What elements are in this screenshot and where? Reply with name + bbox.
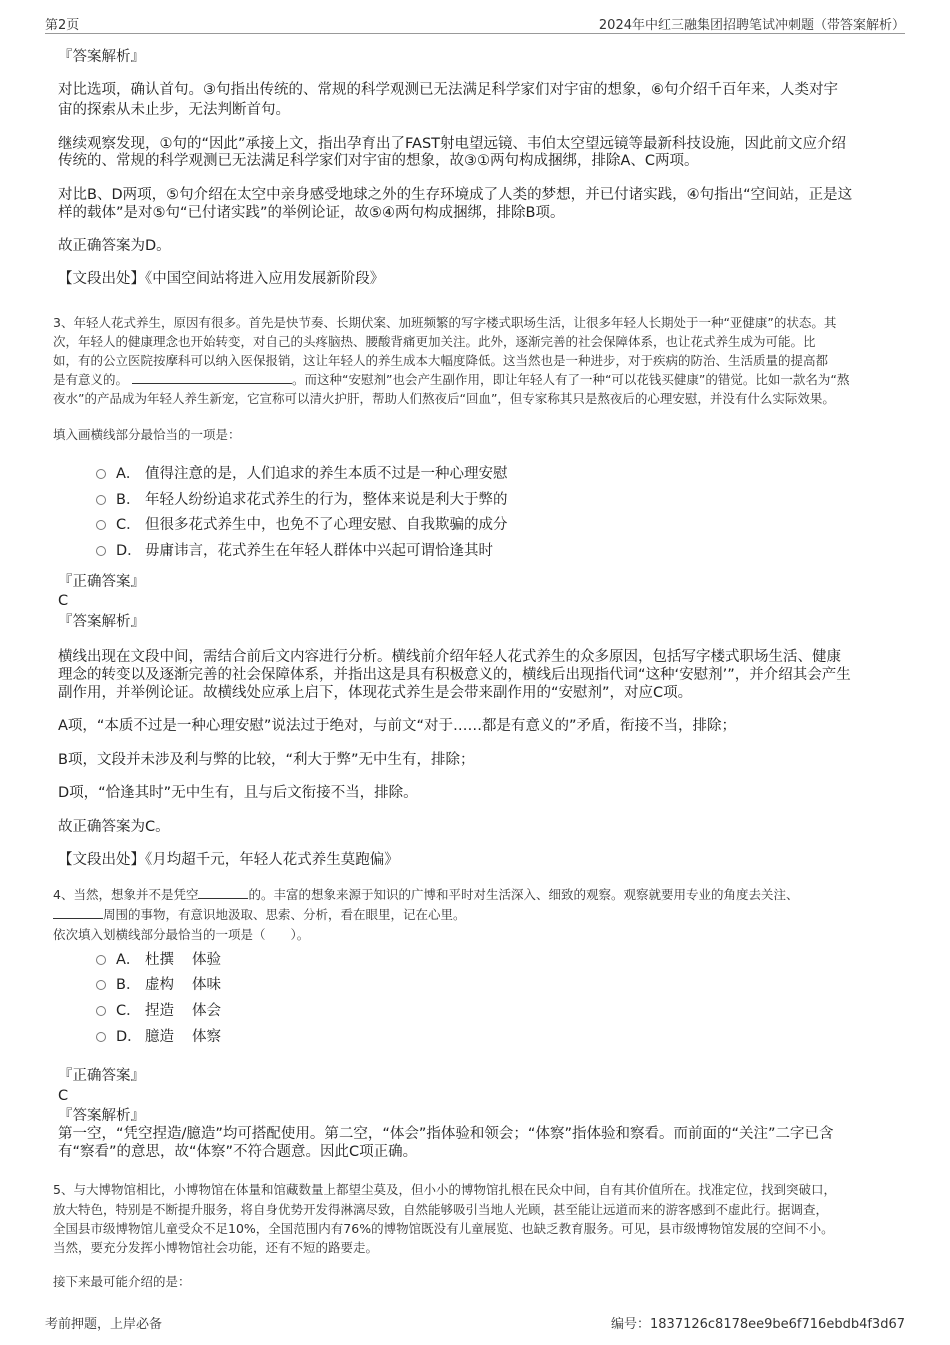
option-text: 但很多花式养生中，也免不了心理安慰、自我欺骗的成分 bbox=[145, 517, 508, 533]
option-key: A． bbox=[116, 466, 141, 482]
radio-button[interactable] bbox=[96, 955, 106, 965]
q4-option-a[interactable] bbox=[96, 947, 396, 969]
document-title: 2024年中红三融集团招聘笔试冲刺题（带答案解析） bbox=[598, 18, 905, 33]
header-divider bbox=[45, 33, 905, 34]
q3-answer: C bbox=[58, 593, 69, 609]
q3-option-d[interactable] bbox=[96, 538, 656, 560]
q2-analysis-line: 继续观察发现，①句的“因此”承接上文，指出孕育出了FAST射电望远镜、韦伯太空望远镜等最新科技设施，因此前文应介绍 bbox=[58, 136, 847, 152]
page-number: 第2页 bbox=[45, 18, 80, 33]
q4-option-b[interactable] bbox=[96, 972, 396, 994]
q3-stem-text: 。而这种“安慰剂”也会产生副作用，即让年轻人有了一种“可以花钱买健康”的错觉。比如一款名为“熬 bbox=[292, 372, 850, 387]
q4-stem-line bbox=[53, 905, 466, 924]
q4-stem-text: 周围的事物，有意识地汲取、思索、分析，看在眼里，记在心里。 bbox=[103, 907, 466, 922]
q4-analysis-label: 『答案解析』 bbox=[58, 1108, 145, 1124]
q3-stem-text: 是有意义的。 bbox=[53, 372, 129, 387]
option-key: C． bbox=[116, 1003, 141, 1019]
q3-analysis-line: 副作用，并举例论证。故横线处应承上启下，体现花式养生是会带来副作用的“安慰剂”，对应C项。 bbox=[58, 685, 693, 701]
q4-prompt: 依次填入划横线部分最恰当的一项是（ ）。 bbox=[53, 927, 310, 942]
q3-conclusion: 故正确答案为C。 bbox=[58, 819, 170, 835]
option-key: B． bbox=[116, 977, 141, 993]
q3-stem-line: 如，有的公立医院按摩科可以纳入医保报销，这让年轻人的养生成本大幅度降低。这当然也是一种进步，对于疾病的防治、生活质量的提高都 bbox=[53, 353, 829, 368]
q4-answer-label: 『正确答案』 bbox=[58, 1068, 145, 1084]
q3-analysis-a: A项，“本质不过是一种心理安慰”说法过于绝对，与前文“对于……都是有意义的”矛盾，衔接不当，排除； bbox=[58, 718, 736, 734]
q3-stem-line: 3、年轻人花式养生，原因有很多。首先是快节奏、长期伏案、加班频繁的写字楼式职场生活，让很多年轻人长期处于一种“亚健康”的状态。其 bbox=[53, 315, 837, 330]
option-key: B． bbox=[116, 492, 141, 508]
q3-source: 【文段出处】《月均超千元，年轻人花式养生莫跑偏》 bbox=[58, 852, 399, 868]
option-text: 年轻人纷纷追求花式养生的行为，整体来说是利大于弊的 bbox=[145, 492, 508, 508]
q5-prompt: 接下来最可能介绍的是： bbox=[53, 1274, 191, 1289]
radio-button[interactable] bbox=[96, 980, 106, 990]
q3-analysis-label: 『答案解析』 bbox=[58, 614, 145, 630]
option-word-2: 体会 bbox=[192, 1003, 221, 1019]
q3-analysis-line: 横线出现在文段中间，需结合前后文内容进行分析。横线前介绍年轻人花式养生的众多原因，包括写字楼式职场生活、健康 bbox=[58, 649, 841, 665]
q3-stem-line: 夜水”的产品成为年轻人养生新宠，它宣称可以清火护肝，帮助人们熬夜后“回血”，但专家称其只是熬夜后的心理安慰，并没有什么实际效果。 bbox=[53, 391, 835, 406]
q4-analysis-line: 第一空，“凭空捏造/臆造”均可搭配使用。第二空，“体会”指体验和领会；“体察”指体验和察看。而前面的“关注”二字已含 bbox=[58, 1126, 834, 1142]
q4-stem-text: 的。丰富的想象来源于知识的广博和平时对生活深入、细致的观察。观察就要用专业的角度去关注、 bbox=[248, 887, 799, 902]
q2-analysis-line: 宙的探索从未止步，无法判断首句。 bbox=[58, 102, 290, 118]
q4-option-d[interactable] bbox=[96, 1024, 396, 1046]
footer-code-label: 编号： bbox=[611, 1317, 651, 1332]
q3-analysis-line: 理念的转变以及逐渐完善的社会保障体系，并指出这是具有积极意义的，横线后出现指代词“这种‘安慰剂’”，并介绍其会产生 bbox=[58, 667, 851, 683]
option-key: A． bbox=[116, 952, 141, 968]
option-word-2: 体察 bbox=[192, 1029, 221, 1045]
q2-source: 【文段出处】《中国空间站将进入应用发展新阶段》 bbox=[58, 271, 385, 287]
option-word-2: 体验 bbox=[192, 952, 221, 968]
q3-option-b[interactable] bbox=[96, 487, 656, 509]
radio-button[interactable] bbox=[96, 546, 106, 556]
option-word-1: 杜撰 bbox=[145, 952, 174, 968]
q2-analysis-line: 对比选项，确认首句。③句指出传统的、常规的科学观测已无法满足科学家们对宇宙的想象，⑥句介绍千百年来，人类对宇 bbox=[58, 82, 838, 98]
option-word-1: 臆造 bbox=[145, 1029, 174, 1045]
q3-analysis-b: B项，文段并未涉及利与弊的比较，“利大于弊”无中生有，排除； bbox=[58, 752, 475, 768]
q5-stem-line: 5、与大博物馆相比，小博物馆在体量和馆藏数量上都望尘莫及，但小小的博物馆扎根在民众中间，自有其价值所在。找准定位，找到突破口， bbox=[53, 1182, 836, 1197]
option-text: 值得注意的是，人们追求的养生本质不过是一种心理安慰 bbox=[145, 466, 508, 482]
q5-stem-line: 放大特色，特别是不断提升服务，将自身优势开发得淋漓尽致，自然能够吸引当地人光顾，甚至能让远道而来的游客感到不虚此行。据调查， bbox=[53, 1202, 829, 1217]
q3-stem-line bbox=[53, 370, 849, 389]
q5-stem-line: 当然，要充分发挥小博物馆社会功能，还有不短的路要走。 bbox=[53, 1240, 379, 1255]
q3-option-a[interactable] bbox=[96, 461, 656, 483]
q3-answer-label: 『正确答案』 bbox=[58, 574, 145, 590]
option-key: C． bbox=[116, 517, 141, 533]
q4-analysis-line: 有“察看”的意思，故“体察”不符合题意。因此C项正确。 bbox=[58, 1144, 418, 1160]
radio-button[interactable] bbox=[96, 520, 106, 530]
q3-option-c[interactable] bbox=[96, 512, 656, 534]
radio-button[interactable] bbox=[96, 1006, 106, 1016]
footer-slogan: 考前押题，上岸必备 bbox=[45, 1317, 163, 1332]
q5-stem-line: 全国县市级博物馆儿童受众不足10%，全国范围内有76%的博物馆既没有儿童展览、也缺乏教育服务。可见，县市级博物馆发展的空间不小。 bbox=[53, 1221, 834, 1236]
q4-answer: C bbox=[58, 1088, 69, 1104]
q2-analysis-label: 『答案解析』 bbox=[58, 49, 145, 65]
fill-blank bbox=[198, 886, 248, 899]
radio-button[interactable] bbox=[96, 1032, 106, 1042]
footer-code-value: 1837126c8178ee9be6f716ebdb4f3d67 bbox=[650, 1317, 905, 1332]
option-text: 毋庸讳言，花式养生在年轻人群体中兴起可谓恰逢其时 bbox=[145, 543, 493, 559]
option-word-1: 捏造 bbox=[145, 1003, 174, 1019]
option-key: D． bbox=[116, 1029, 142, 1045]
option-key: D． bbox=[116, 543, 142, 559]
radio-button[interactable] bbox=[96, 469, 106, 479]
q4-stem-line bbox=[53, 885, 798, 904]
footer-code bbox=[611, 1313, 905, 1332]
q4-stem-text: 4、当然，想象并不是凭空 bbox=[53, 887, 199, 902]
q3-analysis-d: D项，“恰逢其时”无中生有，且与后文衔接不当，排除。 bbox=[58, 785, 418, 801]
q3-stem-line: 次，年轻人的健康理念也开始转变，对自己的头疼脑热、腰酸背痛更加关注。此外，逐渐完善的社会保障体系，也让花式养生成为可能。比 bbox=[53, 334, 816, 349]
q2-analysis-line: 样的载体”是对⑤句“已付诸实践”的举例论证，故⑤④两句构成捆绑，排除B项。 bbox=[58, 205, 565, 221]
q2-conclusion: 故正确答案为D。 bbox=[58, 238, 171, 254]
q3-prompt: 填入画横线部分最恰当的一项是： bbox=[53, 427, 241, 442]
option-word-1: 虚构 bbox=[145, 977, 174, 993]
radio-button[interactable] bbox=[96, 495, 106, 505]
q2-analysis-line: 对比B、D两项，⑤句介绍在太空中亲身感受地球之外的生存环境成了人类的梦想，并已付诸实践，④句指出“空间站，正是这 bbox=[58, 187, 853, 203]
q4-option-c[interactable] bbox=[96, 998, 396, 1020]
fill-blank bbox=[132, 371, 292, 384]
option-word-2: 体味 bbox=[192, 977, 221, 993]
fill-blank bbox=[53, 906, 103, 919]
q2-analysis-line: 传统的、常规的科学观测已无法满足科学家们对宇宙的想象，故③①两句构成捆绑，排除A、C两项。 bbox=[58, 153, 699, 169]
